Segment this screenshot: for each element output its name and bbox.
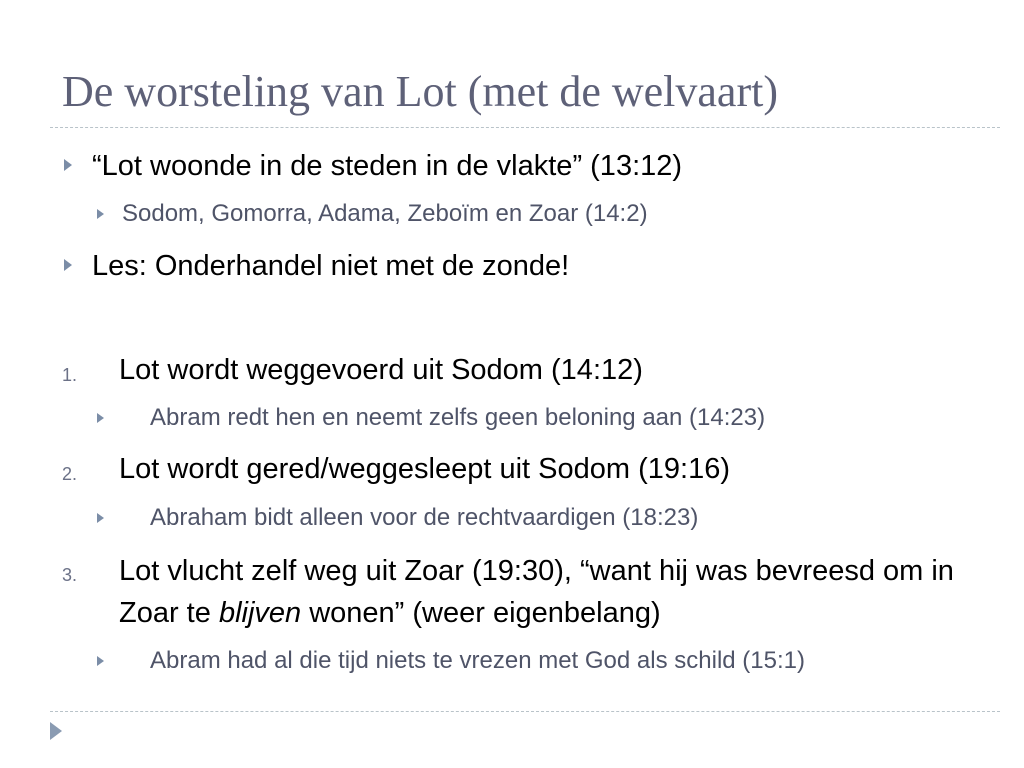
slide-title: De worsteling van Lot (met de welvaart): [62, 67, 778, 116]
sub-bullet-triangle-icon: [97, 413, 104, 423]
numbered-sub-item-1: Abram redt hen en neemt zelfs geen beloning aan (14:23): [150, 404, 766, 431]
sub-bullet-triangle-icon: [97, 209, 104, 219]
footer-divider: [50, 711, 1000, 712]
bullet-triangle-icon: [64, 159, 72, 171]
play-triangle-icon[interactable]: [50, 722, 62, 740]
numbered-item-3-text: Lot vlucht zelf weg uit Zoar (19:30), “want hij was bevreesd om in Zoar te: [119, 555, 954, 629]
sub-bullet-item-1: Sodom, Gomorra, Adama, Zeboïm en Zoar (14:2): [122, 200, 648, 227]
sub-bullet-triangle-icon: [97, 513, 104, 523]
numbered-item-1: Lot wordt weggevoerd uit Sodom (14:12): [119, 354, 643, 386]
list-number-1: 1.: [62, 365, 78, 385]
list-number-2: 2.: [62, 464, 78, 484]
numbered-item-3: [119, 550, 999, 634]
numbered-item-3-emphasis: blijven: [218, 597, 302, 629]
list-number-3: 3.: [62, 565, 78, 585]
numbered-sub-item-2: Abraham bidt alleen voor de rechtvaardigen (18:23): [150, 504, 699, 531]
numbered-item-3-text-end: wonen” (weer eigenbelang): [301, 597, 661, 629]
sub-bullet-triangle-icon: [97, 656, 104, 666]
title-divider: [50, 127, 1000, 128]
bullet-item-1: “Lot woonde in de steden in de vlakte” (13:12): [92, 150, 683, 182]
bullet-item-2: Les: Onderhandel niet met de zonde!: [92, 250, 570, 282]
numbered-sub-item-3: Abram had al die tijd niets te vrezen met God als schild (15:1): [150, 647, 805, 674]
bullet-triangle-icon: [64, 259, 72, 271]
numbered-item-2: Lot wordt gered/weggesleept uit Sodom (19:16): [119, 453, 730, 485]
